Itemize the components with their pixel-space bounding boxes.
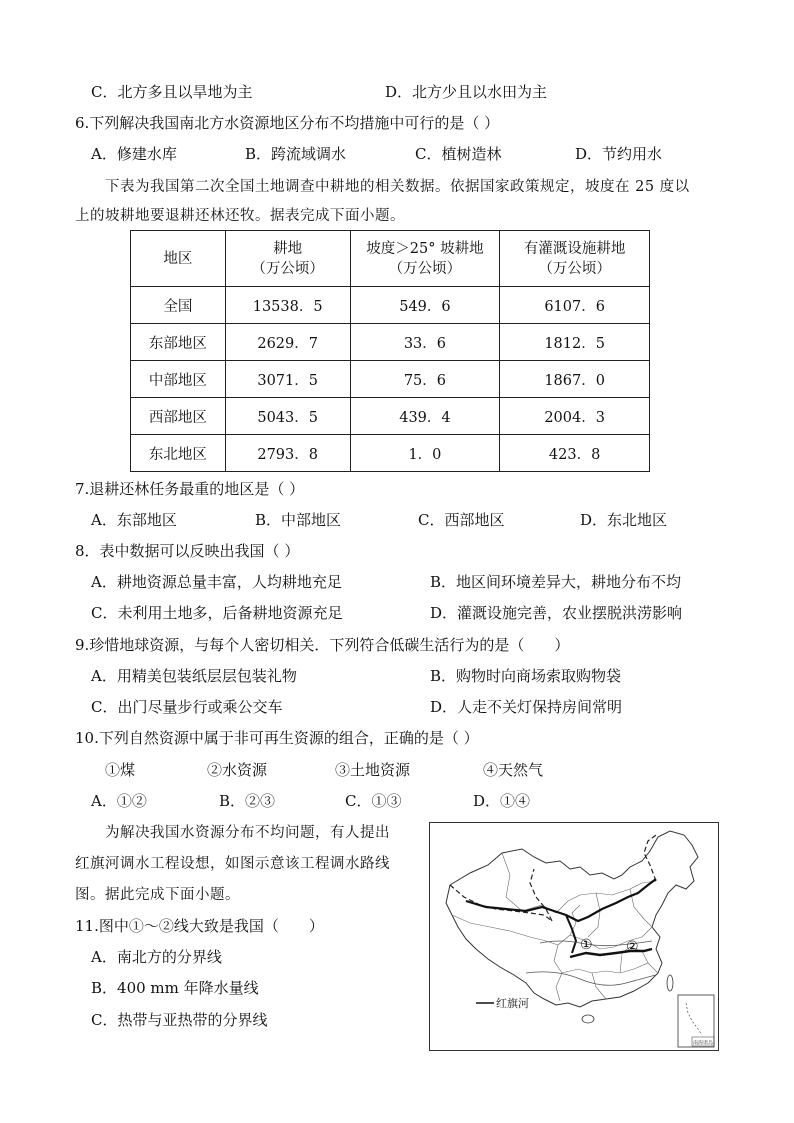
map-intro-line1: 为解决我国水资源分布不均问题，有人提出 — [105, 825, 390, 841]
q10-option-b: B．②③ — [219, 792, 276, 810]
table-row — [131, 398, 650, 435]
q11-option-b: B．400 mm 年降水量线 — [91, 979, 259, 997]
taiwan-island — [667, 975, 673, 991]
q9-option-c: C．出门尽量步行或乘公交车 — [91, 698, 283, 716]
province-line — [502, 853, 556, 913]
inset-dashes — [686, 1003, 702, 1035]
q8-option-a: A．耕地资源总量丰富，人均耕地充足 — [91, 573, 342, 591]
table-cell: 东北地区 — [131, 435, 226, 472]
table-header-row — [131, 231, 650, 287]
table-header-cell: 地区 — [131, 231, 226, 287]
q6-option-c: C．植树造林 — [415, 145, 502, 163]
red-flag-river-route — [466, 879, 656, 921]
label-2: ② — [626, 939, 639, 955]
q8-option-c: C．未利用土地多，后备耕地资源充足 — [91, 604, 343, 622]
table-cell: 2004．3 — [500, 398, 650, 435]
table-cell: 439．4 — [350, 398, 500, 435]
q10-item-3: ③土地资源 — [335, 761, 411, 779]
q10-option-a: A．①② — [91, 792, 147, 810]
china-map-svg — [430, 823, 718, 1050]
table-cell: 423．8 — [500, 435, 650, 472]
q11-option-a: A．南北方的分界线 — [91, 948, 222, 966]
table-intro-line1: 下表为我国第二次全国土地调查中耕地的相关数据。依据国家政策规定，坡度在 25 度以 — [105, 179, 690, 195]
q9-option-a: A．用精美包装纸层层包装礼物 — [91, 667, 297, 685]
table-cell: 1867．0 — [500, 361, 650, 398]
table-header-cell: 耕地 （万公顷） — [225, 231, 350, 287]
q6-stem: 6.下列解决我国南北方水资源地区分布不均措施中可行的是（ ） — [75, 114, 500, 132]
province-line — [562, 963, 658, 973]
hainan-island — [582, 1015, 594, 1023]
q6-option-d: D．节约用水 — [575, 145, 663, 163]
red-flag-river-map — [429, 822, 719, 1051]
table-row — [131, 287, 650, 324]
q10-item-4: ④天然气 — [483, 761, 544, 779]
table-row — [131, 361, 650, 398]
river — [526, 972, 656, 985]
q9-option-b: B．购物时向商场索取购物袋 — [430, 667, 622, 685]
q10-stem: 10.下列自然资源中属于非可再生资源的组合，正确的是（ ） — [75, 729, 479, 747]
table-header-cell: 有灌溉设施耕地 （万公顷） — [500, 231, 650, 287]
inset-box — [678, 995, 714, 1047]
q10-option-d: D．①④ — [473, 792, 531, 810]
q5-option-c: C．北方多且以旱地为主 — [91, 83, 253, 101]
dashed-line — [644, 835, 656, 881]
table-header-cell: 坡度＞25° 坡耕地 （万公顷） — [350, 231, 500, 287]
q10-item-1: ①煤 — [105, 761, 136, 779]
table-cell: 33．6 — [350, 324, 500, 361]
label-1: ① — [580, 937, 593, 953]
q7-option-c: C．西部地区 — [418, 511, 505, 529]
q7-option-b: B．中部地区 — [255, 511, 342, 529]
table-cell: 2629．7 — [225, 324, 350, 361]
q7-option-d: D．东北地区 — [580, 511, 668, 529]
map-intro-line3: 图。据此完成下面小题。 — [75, 887, 240, 903]
province-line — [592, 973, 606, 999]
q10-option-c: C．①③ — [345, 792, 402, 810]
province-line — [558, 905, 580, 945]
q6-option-b: B．跨流域调水 — [245, 145, 347, 163]
table-cell: 549．6 — [350, 287, 500, 324]
q8-option-d: D．灌溉设施完善，农业摆脱洪涝影响 — [430, 604, 683, 622]
table-intro-line2: 上的坡耕地要退耕还林还牧。据表完成下面小题。 — [75, 208, 405, 224]
legend-text: 红旗河 — [496, 997, 529, 1010]
inset-label: 南海诸岛 — [693, 1040, 714, 1047]
q11-stem: 11.图中①～②线大致是我国（ ） — [75, 917, 324, 935]
q7-option-a: A．东部地区 — [91, 511, 177, 529]
q11-option-c: C．热带与亚热带的分界线 — [91, 1011, 268, 1029]
table-row — [131, 435, 650, 472]
q7-stem: 7.退耕还林任务最重的地区是（ ） — [75, 480, 305, 498]
table-cell: 东部地区 — [131, 324, 226, 361]
q9-option-d: D．人走不关灯保持房间常明 — [430, 698, 623, 716]
farmland-table — [130, 230, 650, 472]
table-cell: 西部地区 — [131, 398, 226, 435]
table-cell: 75．6 — [350, 361, 500, 398]
table-cell: 中部地区 — [131, 361, 226, 398]
table-cell: 3071．5 — [225, 361, 350, 398]
table-cell: 2793．8 — [225, 435, 350, 472]
map-intro-line2: 红旗河调水工程设想，如图示意该工程调水路线 — [75, 856, 390, 872]
q9-stem: 9.珍惜地球资源，与每个人密切相关．下列符合低碳生活行为的是（ ） — [75, 636, 570, 654]
red-flag-river-route — [566, 915, 576, 953]
q8-option-b: B．地区间环境差异大，耕地分布不均 — [430, 573, 682, 591]
q10-item-2: ②水资源 — [207, 761, 268, 779]
table-cell: 1812．5 — [500, 324, 650, 361]
q5-option-d: D．北方少且以水田为主 — [385, 83, 548, 101]
q8-stem: 8．表中数据可以反映出我国（ ） — [75, 542, 300, 560]
table-row — [131, 324, 650, 361]
table-cell: 6107．6 — [500, 287, 650, 324]
dashed-line — [450, 885, 552, 921]
table-cell: 1．0 — [350, 435, 500, 472]
table-cell: 全国 — [131, 287, 226, 324]
q6-option-a: A．修建水库 — [91, 145, 177, 163]
table-cell: 5043．5 — [225, 398, 350, 435]
table-cell: 13538．5 — [225, 287, 350, 324]
